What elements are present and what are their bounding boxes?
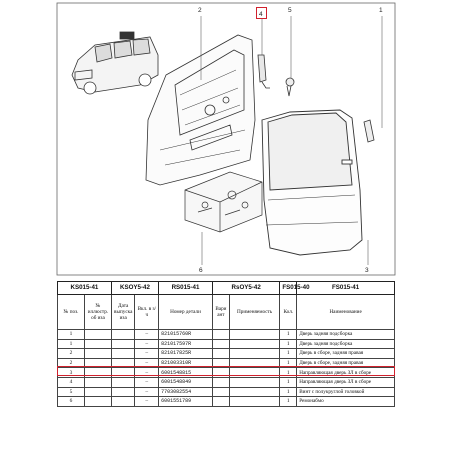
cell-appl xyxy=(229,377,280,387)
cell-name: Винт с полукруглой головкой xyxy=(297,387,395,397)
table-row xyxy=(58,377,395,387)
cell-part: 821017597R xyxy=(159,339,213,349)
cell-pos: 2 xyxy=(58,358,85,368)
cell-name: Дверь задняя подсборка xyxy=(297,330,395,340)
cell-date xyxy=(111,377,135,387)
cell-qty: 1 xyxy=(280,330,297,340)
screw xyxy=(286,78,294,96)
cell-incl: – xyxy=(135,368,159,378)
header-variant: Вари ант xyxy=(212,295,229,330)
cell-date xyxy=(111,397,135,407)
cell-var xyxy=(212,377,229,387)
cell-incl: – xyxy=(135,339,159,349)
callout-label-6: 6 xyxy=(199,267,203,274)
cell-pos: 3 xyxy=(58,368,85,378)
cell-qty: 1 xyxy=(280,377,297,387)
cell-incl: – xyxy=(135,349,159,359)
cell-appl xyxy=(229,339,280,349)
hardware-inset xyxy=(185,172,262,232)
cell-pos: 2 xyxy=(58,349,85,359)
cell-incl: – xyxy=(135,330,159,340)
table-row xyxy=(58,387,395,397)
cell-qty: 1 xyxy=(280,349,297,359)
cell-ill xyxy=(84,387,111,397)
header-part-number: Номер детали xyxy=(159,295,213,330)
cell-qty: 1 xyxy=(280,339,297,349)
header-applicability: Применяемость xyxy=(229,295,280,330)
cell-name: Направляющая дверь ЗЛ в сборе xyxy=(297,368,395,378)
model-code: KS015-41 xyxy=(58,282,112,295)
cell-incl: – xyxy=(135,358,159,368)
cell-appl xyxy=(229,349,280,359)
cell-pos: 1 xyxy=(58,330,85,340)
cell-qty: 1 xyxy=(280,397,297,407)
model-code: RS015-41 xyxy=(159,282,213,295)
cell-part: 821003310R xyxy=(159,358,213,368)
rear-clip xyxy=(364,120,374,142)
cell-part: 821017825R xyxy=(159,349,213,359)
cell-name: Направляющая дверь ЗЛ в сборе xyxy=(297,377,395,387)
cell-qty: 1 xyxy=(280,387,297,397)
cell-date xyxy=(111,330,135,340)
callout-4-highlight xyxy=(256,7,267,19)
cell-date xyxy=(111,339,135,349)
callout-label-5: 5 xyxy=(288,7,292,14)
cell-var xyxy=(212,387,229,397)
cell-appl xyxy=(229,330,280,340)
cell-appl xyxy=(229,397,280,407)
header-pos: № поз. xyxy=(58,295,85,330)
callout-label-3: 3 xyxy=(365,267,369,274)
door-guide-rail xyxy=(258,55,270,88)
cell-var xyxy=(212,330,229,340)
parts-table xyxy=(57,281,395,407)
cell-incl: – xyxy=(135,387,159,397)
cell-part: 6001548849 xyxy=(159,377,213,387)
cell-pos: 1 xyxy=(58,339,85,349)
cell-ill xyxy=(84,377,111,387)
cell-incl: – xyxy=(135,377,159,387)
table-row xyxy=(58,349,395,359)
cell-var xyxy=(212,397,229,407)
callout-label-2: 2 xyxy=(198,7,202,14)
cell-part: 6001551789 xyxy=(159,397,213,407)
cell-qty: 1 xyxy=(280,358,297,368)
model-code: KSOY5-42 xyxy=(111,282,158,295)
column-headers xyxy=(58,295,395,330)
model-code: RsOY5-42 xyxy=(212,282,279,295)
cell-pos: 6 xyxy=(58,397,85,407)
cell-ill xyxy=(84,349,111,359)
header-release-date: Дата выпуска иза xyxy=(111,295,135,330)
cell-name: Ремонабмо xyxy=(297,397,395,407)
cell-ill xyxy=(84,330,111,340)
model-code: FS015-41 xyxy=(297,282,395,295)
table-row xyxy=(58,397,395,407)
model-codes-row xyxy=(58,282,395,295)
table-row xyxy=(58,339,395,349)
cell-part: 6001548815 xyxy=(159,368,213,378)
row-highlight xyxy=(57,366,395,376)
header-included: Вкл. в з/ч xyxy=(135,295,159,330)
callout-label-4: 4 xyxy=(259,11,263,18)
car-thumbnail xyxy=(72,32,158,94)
cell-ill xyxy=(84,397,111,407)
header-name: Наименование xyxy=(297,295,395,330)
header-quantity: Кол. xyxy=(280,295,297,330)
callout-label-1: 1 xyxy=(379,7,383,14)
model-code: FS015-40 xyxy=(280,282,297,295)
header-illustration: № иллюстр. об иза xyxy=(84,295,111,330)
cell-part: 821015760R xyxy=(159,330,213,340)
cell-pos: 5 xyxy=(58,387,85,397)
cell-name: Дверь в сборе, задняя правая xyxy=(297,358,395,368)
door-inner-panel xyxy=(146,35,255,185)
cell-part: 7703082554 xyxy=(159,387,213,397)
cell-pos: 4 xyxy=(58,377,85,387)
cell-date xyxy=(111,387,135,397)
door-outer-panel xyxy=(262,110,362,255)
table-row xyxy=(58,330,395,340)
cell-name: Дверь задняя подсборка xyxy=(297,339,395,349)
cell-date xyxy=(111,349,135,359)
cell-name: Дверь в сборе, задняя правая xyxy=(297,349,395,359)
cell-incl: – xyxy=(135,397,159,407)
cell-qty: 1 xyxy=(280,368,297,378)
cell-appl xyxy=(229,387,280,397)
cell-ill xyxy=(84,339,111,349)
cell-var xyxy=(212,339,229,349)
cell-var xyxy=(212,349,229,359)
